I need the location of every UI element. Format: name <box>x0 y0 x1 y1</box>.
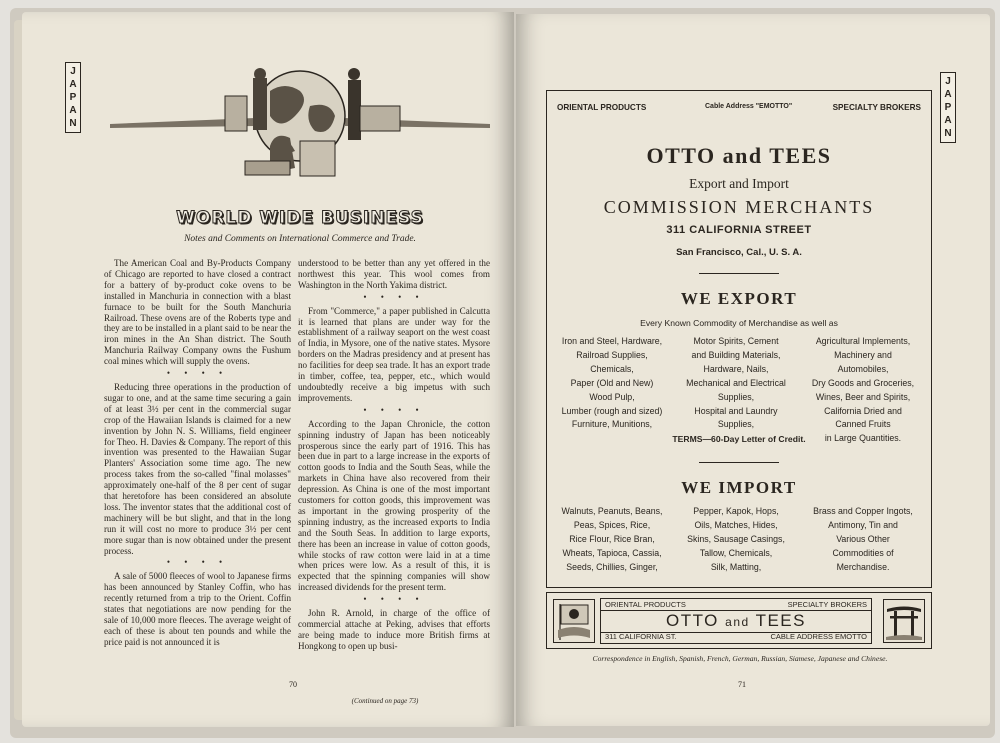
list-item: Tallow, Chemicals, <box>699 547 773 558</box>
correspondence-note: Correspondence in English, Spanish, French, German, Russian, Siamese, Japanese and Chinese. <box>592 654 888 663</box>
banner-bottom-line <box>605 632 867 641</box>
list-item: Iron and Steel, Hardware, <box>561 336 663 346</box>
commission-merchants: COMMISSION MERCHANTS <box>603 197 875 217</box>
article-paragraph: understood to be better than any yet offered in the northwest this year. This wool comes from Washington in the North Yakima district. <box>298 258 490 290</box>
list-item: California Dried and <box>824 405 902 416</box>
flag-emblem <box>553 599 595 643</box>
we-export-title: WE EXPORT <box>680 289 798 308</box>
import-list-1 <box>553 505 671 575</box>
article-column-1 <box>104 258 291 648</box>
we-export-subtitle: Every Known Commodity of Merchandise as well as <box>640 318 838 328</box>
tab-letter: A <box>69 79 77 90</box>
tab-letter: J <box>70 66 76 77</box>
export-import-line: Export and Import <box>689 176 789 191</box>
otto-tees-advertisement <box>546 90 932 588</box>
list-item: Various Other <box>836 533 890 544</box>
page-number-left: 70 <box>289 680 297 689</box>
globe-trade-illustration <box>105 66 495 191</box>
list-item: Oils, Matches, Hides, <box>694 519 778 530</box>
banner-top-right: SPECIALTY BROKERS <box>787 600 867 609</box>
banner-nameplate <box>600 598 872 644</box>
banner-name-otto: OTTO <box>666 611 726 630</box>
tab-letter: P <box>69 92 77 103</box>
ad-cable-address: Cable Address "EMOTTO" <box>705 103 793 110</box>
import-list-3 <box>801 505 925 575</box>
torii-icon <box>884 600 924 642</box>
ad-top-left: ORIENTAL PRODUCTS <box>557 103 647 112</box>
article-paragraph: John R. Arnold, in charge of the office of commercial attache at Peking, advises that efforts are being made to induce more British firms at Hongkong to open up busi- <box>298 608 490 651</box>
banner-name-tees: TEES <box>749 611 806 630</box>
list-item: Motor Spirits, Cement <box>693 336 779 346</box>
section-separator: • • • • <box>363 291 425 302</box>
tab-letter: A <box>69 105 77 116</box>
tab-letter: P <box>944 102 952 113</box>
firm-name: OTTO and TEES <box>646 143 832 168</box>
article-paragraph: The American Coal and By-Products Company of Chicago are reported to have closed a contract for a battery of by-product coke ovens to be installed in Manchuria in connection with a blast furnace to be built for the South Manchuria Railroad. These ovens are of the Roberts type and they are to be installed in a plant said to be near the iron mines in the An Shan district. The South Manchuria Railway Company owns the Fushum coal mines which will supply the ovens. <box>104 258 291 367</box>
list-item: Commodities of <box>832 547 894 558</box>
continued-note: (Continued on page 73) <box>351 697 419 705</box>
page-number-right: 71 <box>738 680 746 689</box>
list-item: Lumber (rough and sized) <box>561 405 663 416</box>
import-list-2 <box>675 505 797 575</box>
japan-tab-right <box>940 72 956 143</box>
list-item: Mechanical and Electrical <box>686 377 786 388</box>
tab-letter: A <box>944 115 952 126</box>
list-item: Walnuts, Peanuts, Beans, <box>561 506 663 516</box>
export-list-1 <box>553 335 671 432</box>
street-address: 311 CALIFORNIA STREET <box>666 224 812 236</box>
list-item: Antimony, Tin and <box>828 519 898 530</box>
list-item: Seeds, Chillies, Ginger, <box>566 561 658 572</box>
article-paragraph: From "Commerce," a paper published in Calcutta it is learned that plans are under way for the establishment of a railway seaport on the west coast of India, in Mysore, one of the native states. Mysore borders on the Madras presidency and at present has no facilities for deep sea trade. It has an export trade in timber, coffee, tea, pepper, etc., which would undoubtedly receive a big impetus with such improvements. <box>298 305 490 403</box>
list-item: Peas, Spices, Rice, <box>573 519 651 530</box>
tab-letter: J <box>945 76 951 87</box>
banner-bottom-right: CABLE ADDRESS EMOTTO <box>770 632 867 641</box>
article-column-2 <box>298 258 490 652</box>
list-item: and Building Materials, <box>691 349 781 360</box>
divider-rule <box>699 273 779 274</box>
tab-letter: N <box>944 128 952 139</box>
list-item: Wines, Beer and Spirits, <box>815 391 911 402</box>
list-item: Supplies, <box>717 419 755 430</box>
banner-name-and: and <box>725 615 750 629</box>
list-item: Wood Pulp, <box>589 391 635 402</box>
we-import-title: WE IMPORT <box>681 478 797 497</box>
letterhead-banner <box>546 592 932 649</box>
list-item: Furniture, Munitions, <box>571 419 653 430</box>
list-item: in Large Quantities. <box>824 433 902 444</box>
list-item: Merchandise. <box>836 561 890 572</box>
export-list-2 <box>675 335 797 432</box>
flag-icon <box>554 600 594 642</box>
ad-top-right: SPECIALTY BROKERS <box>832 103 921 112</box>
list-item: Brass and Copper Ingots, <box>813 506 913 516</box>
japan-tab-left <box>65 62 81 133</box>
banner-top-left: ORIENTAL PRODUCTS <box>605 600 686 609</box>
list-item: Agricultural Implements, <box>815 336 911 346</box>
list-item: Hardware, Nails, <box>703 363 769 374</box>
list-item: Wheats, Tapioca, Cassia, <box>562 547 662 558</box>
export-list-3 <box>801 335 925 446</box>
list-item: Dry Goods and Groceries, <box>811 377 915 388</box>
article-paragraph: According to the Japan Chronicle, the cotton spinning industry of Japan has been noticeably prosperous since the early part of 1916. This has been due in part to a large increase in the exports of cotton goods to India and the South Seas, while the markets in China have also recovered from their depression. As China is one of the most important customers for cotton goods, this improvement was as important in the growing prosperity of the spinning industry, as the increased exports to India and the South Seas. In addition to large exports, there has been an increase in value of cotton goods, while stocks of raw cotton were laid in at a time when prices were low. As a result of this, it is expected that the spinning companies will show increased dividends for the present term. <box>298 418 490 593</box>
city-address: San Francisco, Cal., U. S. A. <box>676 247 802 258</box>
section-separator: • • • • <box>363 594 425 605</box>
page-heading: WORLD WIDE BUSINESS <box>176 208 424 228</box>
tab-letter: A <box>944 89 952 100</box>
list-item: Rice Flour, Rice Bran, <box>569 533 655 544</box>
list-item: Chemicals, <box>590 363 634 374</box>
banner-bottom-left: 311 CALIFORNIA ST. <box>605 632 677 641</box>
torii-emblem <box>883 599 925 643</box>
divider-rule <box>699 462 779 463</box>
section-separator: • • • • <box>166 557 229 568</box>
tab-letter: N <box>69 118 77 129</box>
list-item: Machinery and <box>834 349 892 360</box>
list-item: Canned Fruits <box>835 419 891 430</box>
list-item: Paper (Old and New) <box>570 377 654 388</box>
list-item: Skins, Sausage Casings, <box>687 533 785 544</box>
banner-firm-name <box>601 610 871 633</box>
page-subheading: Notes and Comments on International Commerce and Trade. <box>184 234 416 244</box>
article-paragraph: Reducing three operations in the production of sugar to one, and at the same time securing a gain of at least 3½ per cent in the commercial sugar crop of the Hawaiian Islands is claimed for a new invention by John N. S. Williams, field engineer for Theo. H. Davies & Company. The report of this invention was presented to the Hawaiian Sugar Planters' Association some time ago. The new process takes from the so-called "final molasses" approximately one-half of the 8 per cent of sugar that heretofore has been considered an absolute loss. The inventor states that the additional cost of machinery will be but slight, and that in the long run it will cost no more to produce 3½ per cent more sugar than is now obtained under the present process. <box>104 381 291 556</box>
list-item: Silk, Matting, <box>710 561 762 572</box>
list-item: Automobiles, <box>837 363 889 374</box>
list-item: Supplies, <box>717 391 755 402</box>
section-separator: • • • • <box>363 404 425 415</box>
payment-terms: TERMS—60-Day Letter of Credit. <box>672 434 806 444</box>
list-item: Railroad Supplies, <box>576 349 648 360</box>
article-paragraph: A sale of 5000 fleeces of wool to Japanese firms has been announced by Stanley Coffin, who has recently returned from a trip to the Orient. Coffin states that negotiations are now pending for the sale of 10,000 more fleeces. The average weight of each of these is about ten pounds and while the price paid is not announced it is <box>104 571 291 647</box>
section-separator: • • • • <box>166 368 229 379</box>
banner-top-line <box>605 600 867 609</box>
list-item: Hospital and Laundry <box>694 405 778 416</box>
list-item: Pepper, Kapok, Hops, <box>693 506 779 516</box>
